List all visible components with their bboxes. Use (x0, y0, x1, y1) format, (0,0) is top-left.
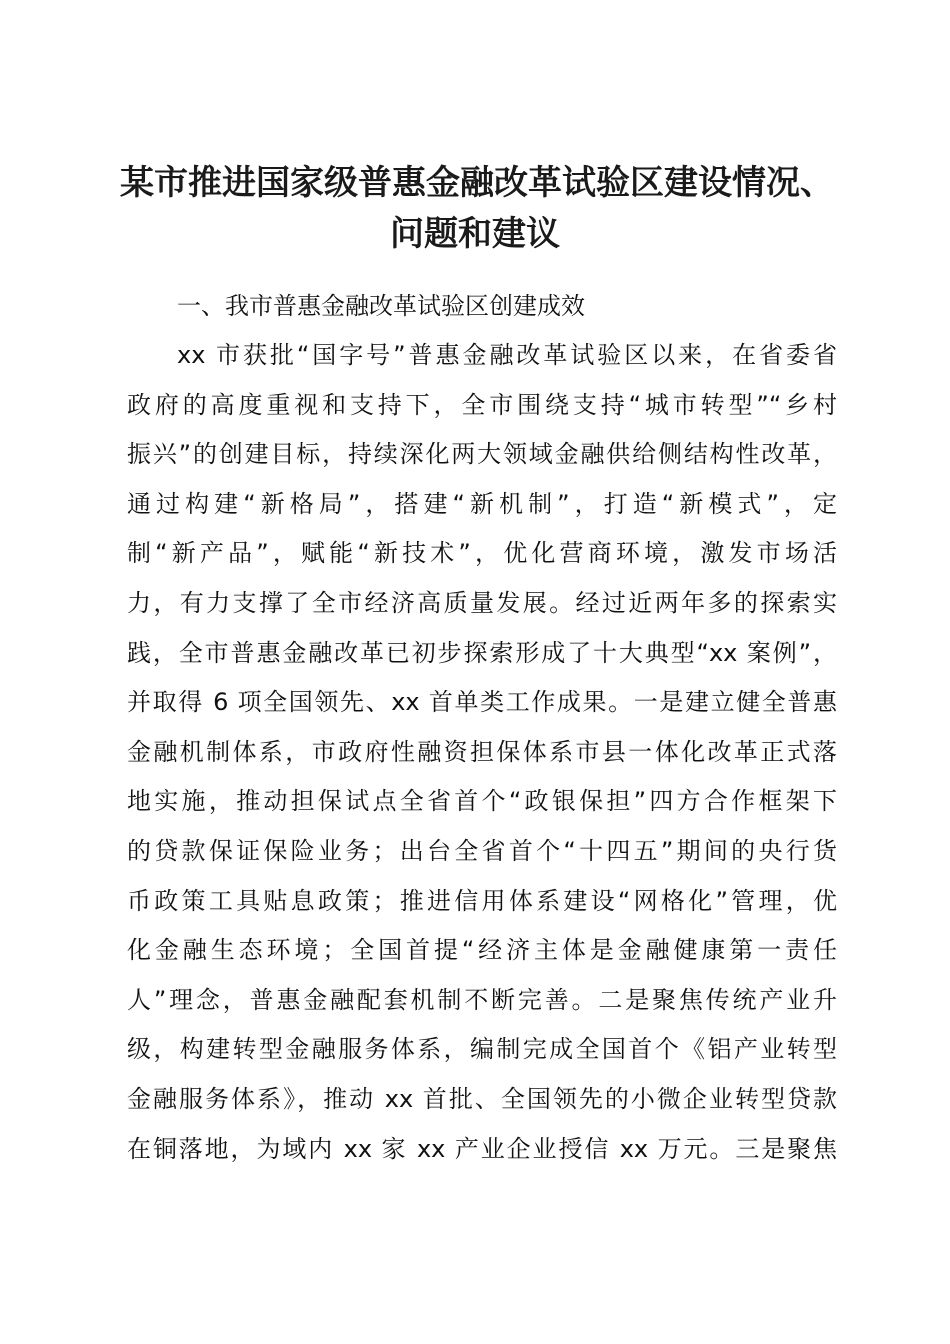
paragraph-line: 力，有力支撑了全市经济高质量发展。经过近两年多的探索实 (127, 588, 837, 617)
document-title-line-2: 问题和建议 (390, 214, 560, 254)
paragraph-line: 人”理念，普惠金融配套机制不断完善。二是聚焦传统产业升 (127, 985, 837, 1014)
paragraph-line: 制“新产品”，赋能“新技术”，优化营商环境，激发市场活 (127, 539, 837, 568)
paragraph-line: 并取得 6 项全国领先、xx 首单类工作成果。一是建立健全普惠 (127, 688, 837, 717)
paragraph-line: 地实施，推动担保试点全省首个“政银保担”四方合作框架下 (127, 787, 837, 816)
body-paragraph (127, 331, 837, 1174)
paragraph-line: 振兴”的创建目标，持续深化两大领域金融供给侧结构性改革， (127, 440, 837, 469)
paragraph-line: 的贷款保证保险业务；出台全省首个“十四五”期间的央行货 (127, 836, 837, 865)
paragraph-line: xx 市获批“国字号”普惠金融改革试验区以来，在省委省 (177, 341, 837, 369)
paragraph-line: 在铜落地，为域内 xx 家 xx 产业企业授信 xx 万元。三是聚焦 (127, 1134, 837, 1163)
paragraph-line: 化金融生态环境；全国首提“经济主体是金融健康第一责任 (127, 936, 837, 965)
document-title-line-1: 某市推进国家级普惠金融改革试验区建设情况、 (120, 163, 834, 203)
paragraph-line: 金融机制体系，市政府性融资担保体系市县一体化改革正式落 (127, 737, 837, 766)
paragraph-line: 金融服务体系》，推动 xx 首批、全国领先的小微企业转型贷款 (127, 1084, 837, 1113)
paragraph-line: 践，全市普惠金融改革已初步探索形成了十大典型“xx 案例”， (127, 638, 837, 667)
paragraph-line: 币政策工具贴息政策；推进信用体系建设“网格化”管理，优 (127, 886, 837, 915)
paragraph-line: 通过构建“新格局”，搭建“新机制”，打造“新模式”，定 (127, 489, 837, 518)
paragraph-line: 级，构建转型金融服务体系，编制完成全国首个《铝产业转型 (127, 1035, 837, 1064)
paragraph-line: 政府的高度重视和支持下，全市围绕支持“城市转型”“乡村 (127, 390, 837, 419)
section-heading: 一、我市普惠金融改革试验区创建成效 (177, 292, 585, 320)
